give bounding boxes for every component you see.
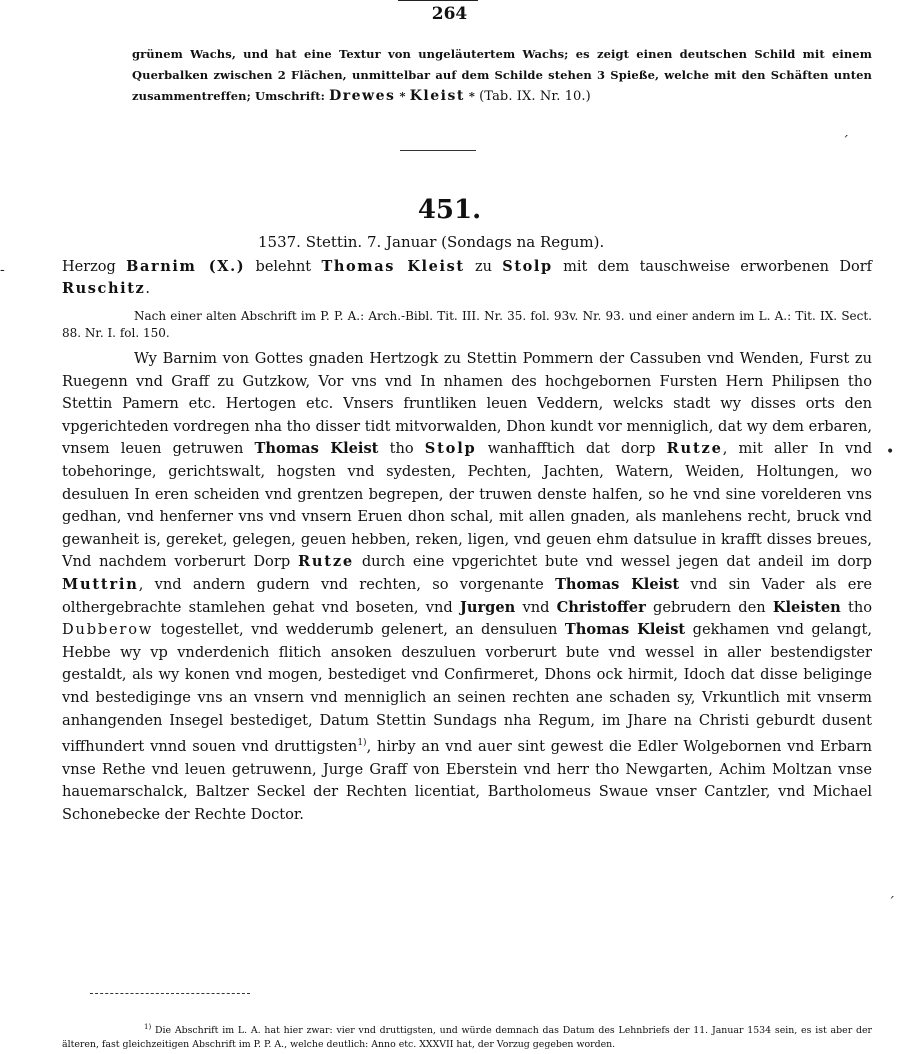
body-text: Wy Barnim von Gottes gnaden Hertzogk zu Stettin Pommern der Cassuben vnd Wenden, Furst zu Ruegenn vnd Graff zu Gutzkow, Vor vns vnd In nhamen des hochgebornen Fursten Hern Philipsen tho Stettin Pamern etc. Hertogen etc. Vnsers fruntliken leuen Veddern, welcks stadt wy disses orts den vpgerichteden vordregen nha tho disser tidt mitvorwalden, Dhon kundt vor menniglich, dat wy dem erbaren, vnsem leuen getruwen (62, 350, 872, 458)
name-thomas-kleist: Thomas Kleist (564, 621, 686, 639)
body-text: togestellet, vnd wedderumb gelenert, an densuluen (160, 621, 558, 639)
footnote-reference[interactable]: 1) (357, 738, 367, 749)
regest-name-duke: Barnim (X.) (126, 258, 246, 275)
margin-mark: - (0, 262, 5, 278)
body-text: wanhafftich dat dorp (487, 440, 656, 458)
margin-mark: ˊ (888, 895, 895, 911)
header-rule (398, 0, 478, 1)
regest-text: zu (474, 259, 492, 275)
name-christoffer: Christoffer (556, 598, 646, 616)
name-jurgen: Jurgen (459, 598, 516, 616)
footnote (62, 1020, 872, 1052)
regest-name-place: Stolp (502, 258, 553, 275)
regest-text: . (145, 281, 150, 297)
plate-reference: (Tab. IX. Nr. 10.) (479, 89, 591, 104)
name-stolp: Stolp (424, 440, 477, 458)
name-rutze: Rutze (666, 440, 723, 458)
body-text: , mit aller In vnd tobehoringe, gerichtswalt, hogsten vnd sydesten, Pechten, Jachten, Watern, Weiden, Holtungen, wo desuluen In eren scheiden vnd grentzen begrepen, der truwen denste halfen, so he vnd sine vorelderen vns gedhan, vnd henferner vns vnd vnsern Eruen dhon schal, mit allen gnaden, als manlehens recht, bruck vnd gewanheit is, gereket, gelegen, geuen hebben, reken, ligen, vnd geuen ehm datsulue in krafft disses breues, Vnd nachdem vorberurt Dorp (62, 440, 873, 571)
source-note (62, 308, 872, 342)
document-body (62, 348, 872, 826)
name-dubberow: Dubberow (62, 621, 154, 639)
document-dateline: 1537. Stettin. 7. Januar (Sondags na Regum). (258, 233, 605, 251)
name-thomas-kleist: Thomas Kleist (254, 440, 379, 458)
body-text: tho (847, 598, 873, 616)
document-number: 451. (417, 195, 482, 225)
body-text: , vnd andern gudern vnd rechten, so vorgenante (138, 575, 544, 593)
footnote-text: Die Abschrift im L. A. hat hier zwar: vier vnd druttigsten, und würde demnach das Datum des Lehnbriefs der 11. Januar 1534 sein, es ist aber der älteren, fast gleichzeitigen Abschrift im P. P. A., welche deutlich: Anno etc. XXXVII hat, der Vorzug gegeben worden. (62, 1025, 872, 1051)
body-text: gekhamen vnd gelangt, Hebbe wy vp vnderdenich flitich ansoken deszuluen vorberurt bute vnd wessel in aller bestendigster gestaldt, als wy konen vnd mogen, bestediget vnd Confirmeret, Dhons ock hirmit, Idoch dat disse beliginge vnd bestediginge vns an vnsern vnd menniglich an seinen rechten ane schaden sy, Vrkuntlich mit vnserm anhangenden Insegel bestediget, Datum Stettin Sundags nha Regum, im Jhare na Christi geburdt dusent viffhundert vnnd souen vnd druttigsten (62, 621, 873, 755)
document-regest (62, 256, 872, 300)
body-text: , hirby an vnd auer sint gewest die Edler Wolgebornen vnd Erbarn vnse Rethe vnd leuen getruwenn, Jurge Graff von Eberstein vnd herr tho Newgarten, Achim Moltzan vnse hauemarschalck, Baltzer Seckel der Rechten licentiat, Bartholomeus Swaue vnser Cantzler, vnd Michael Schonebecke der Rechte Doctor. (62, 737, 872, 823)
footnote-rule (90, 993, 250, 994)
body-text: vnd sin Vader als ere olthergebrachte stamlehen gehat vnd boseten, vnd (62, 575, 873, 616)
seal-inscription-1: Drewes (329, 88, 396, 104)
body-text: gebrudern den (652, 598, 766, 616)
previous-document-continuation (132, 44, 872, 107)
regest-text: Herzog (62, 259, 116, 275)
margin-mark: • (886, 444, 895, 460)
name-rutze: Rutze (297, 553, 355, 571)
inscription-separator-2: * (468, 89, 476, 103)
body-text: durch eine vpgerichtet bute vnd wessel jegen dat andeil im dorp (361, 553, 872, 571)
section-separator (400, 150, 476, 151)
footnote-marker: 1) (144, 1023, 152, 1031)
name-muttrin: Muttrin (62, 575, 139, 593)
body-text: vnd (522, 598, 550, 616)
seal-description: grünem Wachs, und hat eine Textur von ungeläutertem Wachs; es zeigt einen deutschen Schild mit einem Querbalken zwischen 2 Flächen, unmittelbar auf dem Schilde stehen 3 Spieße, welche mit den Schäften unten zusammentreffen; Umschrift: (132, 47, 872, 103)
name-kleisten: Kleisten (772, 598, 841, 616)
margin-mark: ˊ (842, 134, 849, 150)
regest-text: mit dem tauschweise erworbenen Dorf (563, 259, 872, 275)
body-text: tho (389, 440, 414, 458)
page-number: 264 (431, 4, 468, 24)
regest-name-vassal: Thomas Kleist (321, 258, 465, 275)
regest-name-village: Ruschitz (62, 280, 146, 297)
name-thomas-kleist: Thomas Kleist (555, 575, 680, 593)
inscription-separator-1: * (399, 89, 406, 103)
seal-inscription-2: Kleist (409, 88, 465, 104)
source-text: Nach einer alten Abschrift im P. P. A.: Arch.-Bibl. Tit. III. Nr. 35. fol. 93v. Nr. 93. und einer andern im L. A.: Tit. IX. Sect. 88. Nr. I. fol. 150. (62, 309, 872, 340)
regest-text: belehnt (255, 259, 312, 275)
